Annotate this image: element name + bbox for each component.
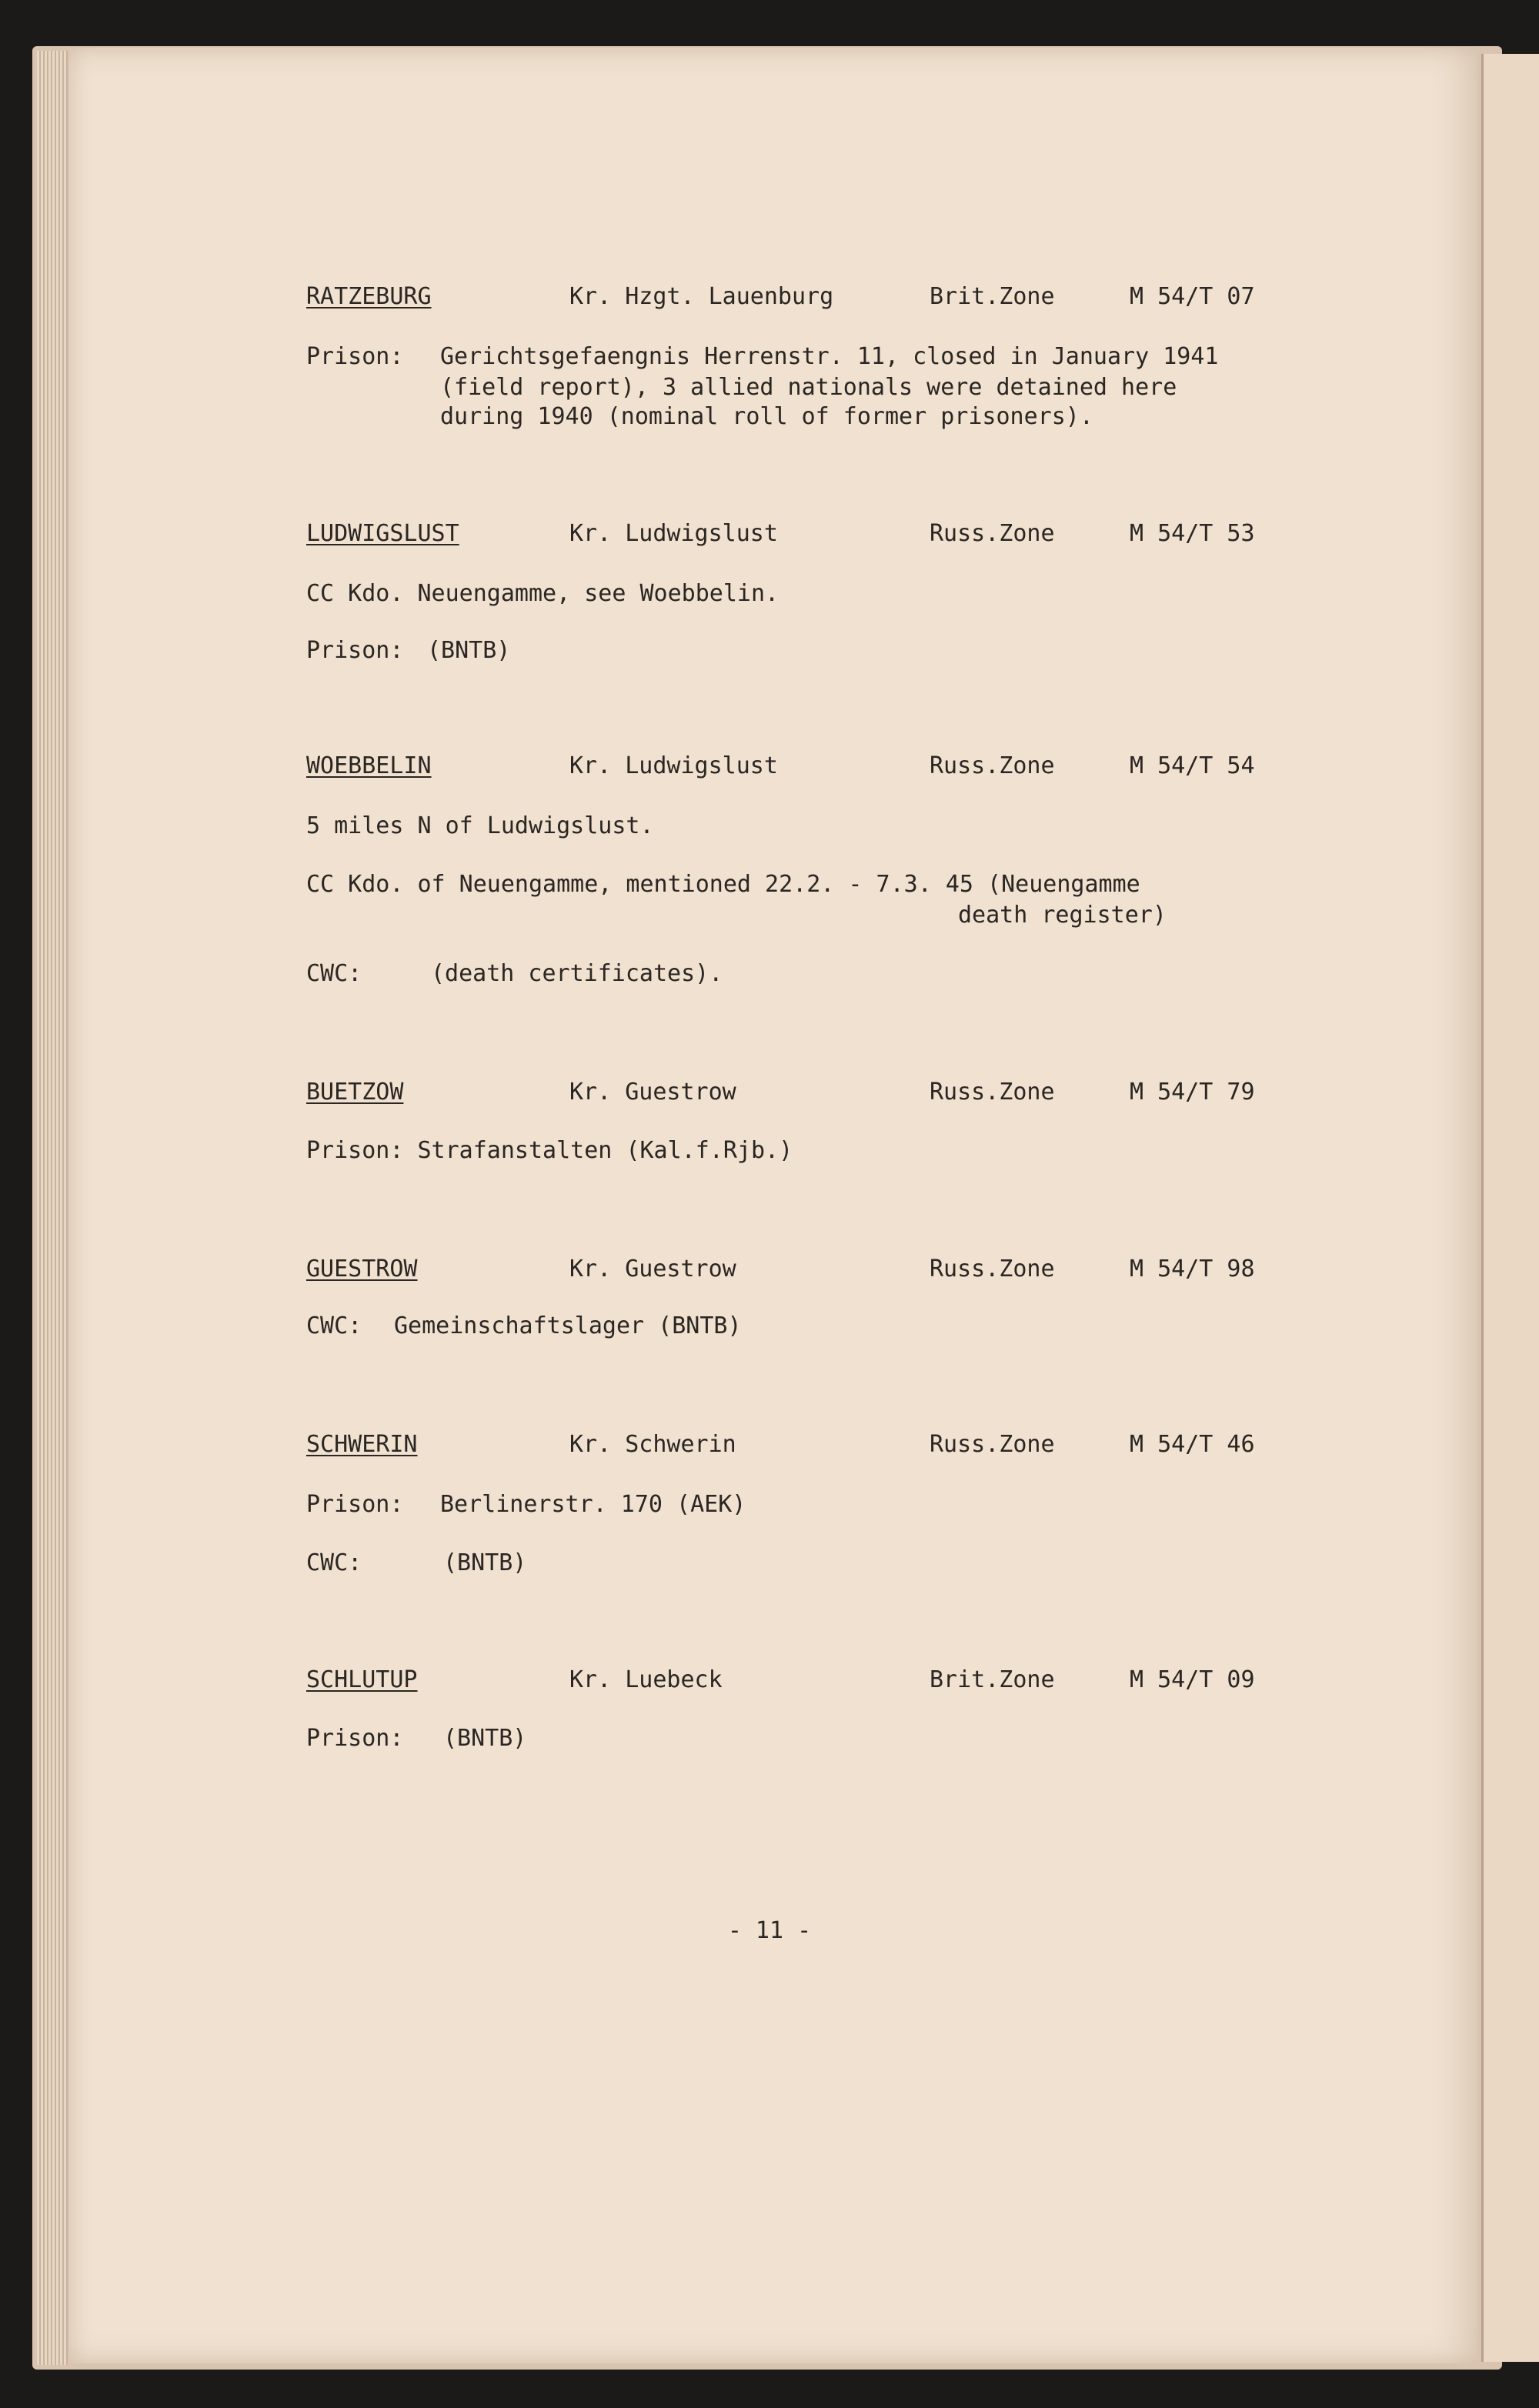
entry-label: CC Kdo. Neuengamme, see Woebbelin. xyxy=(306,580,780,607)
entry-text: Gemeinschaftslager (BNTB) xyxy=(394,1312,742,1339)
entry-text: (BNTB) xyxy=(443,1549,527,1576)
entry-text: during 1940 (nominal roll of former prisoners). xyxy=(440,403,1093,430)
entry-code: M 54/T 53 xyxy=(1130,520,1255,547)
entry-label: Prison: xyxy=(306,1491,404,1518)
entry-code: M 54/T 54 xyxy=(1130,752,1255,779)
entry-place: SCHWERIN xyxy=(306,1431,418,1458)
entry-label: CWC: xyxy=(306,1549,362,1576)
entry-text: Gerichtsgefaengnis Herrenstr. 11, closed in January 1941 xyxy=(440,343,1219,370)
entry-district: Kr. Guestrow xyxy=(569,1079,736,1106)
entry-code: M 54/T 07 xyxy=(1130,283,1255,310)
facing-page-edge xyxy=(1481,54,1539,2362)
entry-place: LUDWIGSLUST xyxy=(306,520,459,547)
entry-place: RATZEBURG xyxy=(306,283,432,310)
entry-code: M 54/T 09 xyxy=(1130,1666,1255,1693)
entry-zone: Russ.Zone xyxy=(930,1256,1055,1282)
entry-label: Prison: xyxy=(306,1725,404,1752)
entry-district: Kr. Ludwigslust xyxy=(569,752,778,779)
entry-district: Kr. Guestrow xyxy=(569,1256,736,1282)
entry-zone: Russ.Zone xyxy=(930,520,1055,547)
entry-place: WOEBBELIN xyxy=(306,752,432,779)
entry-label: CWC: xyxy=(306,1312,362,1339)
entry-zone: Russ.Zone xyxy=(930,1431,1055,1458)
entry-text: (field report), 3 allied nationals were detained here xyxy=(440,374,1177,401)
entry-zone: Brit.Zone xyxy=(930,1666,1055,1693)
entry-district: Kr. Hzgt. Lauenburg xyxy=(569,283,834,310)
entry-zone: Russ.Zone xyxy=(930,1079,1055,1106)
entry-zone: Russ.Zone xyxy=(930,752,1055,779)
entry-text: (BNTB) xyxy=(427,637,511,664)
entry-place: SCHLUTUP xyxy=(306,1666,418,1693)
page-number: - 11 - xyxy=(727,1917,812,1944)
entry-text: Berlinerstr. 170 (AEK) xyxy=(440,1491,746,1518)
entry-district: Kr. Ludwigslust xyxy=(569,520,778,547)
entry-code: M 54/T 46 xyxy=(1130,1431,1255,1458)
entry-district: Kr. Luebeck xyxy=(569,1666,723,1693)
entry-code: M 54/T 79 xyxy=(1130,1079,1255,1106)
entry-label: Prison: xyxy=(306,637,404,664)
entry-text: (BNTB) xyxy=(443,1725,527,1752)
entry-place: GUESTROW xyxy=(306,1256,418,1282)
entry-label: CWC: xyxy=(306,960,362,987)
entry-label: Prison: xyxy=(306,343,404,370)
entry-label: 5 miles N of Ludwigslust. xyxy=(306,812,654,839)
entry-label: CC Kdo. of Neuengamme, mentioned 22.2. - 7.3. 45 (Neuengamme xyxy=(306,871,1140,898)
entry-district: Kr. Schwerin xyxy=(569,1431,736,1458)
entry-place: BUETZOW xyxy=(306,1079,404,1106)
entry-label: Prison: Strafanstalten (Kal.f.Rjb.) xyxy=(306,1137,793,1164)
entry-text: death register) xyxy=(958,902,1167,929)
entry-text: (death certificates). xyxy=(431,960,723,987)
entry-zone: Brit.Zone xyxy=(930,283,1055,310)
entry-code: M 54/T 98 xyxy=(1130,1256,1255,1282)
